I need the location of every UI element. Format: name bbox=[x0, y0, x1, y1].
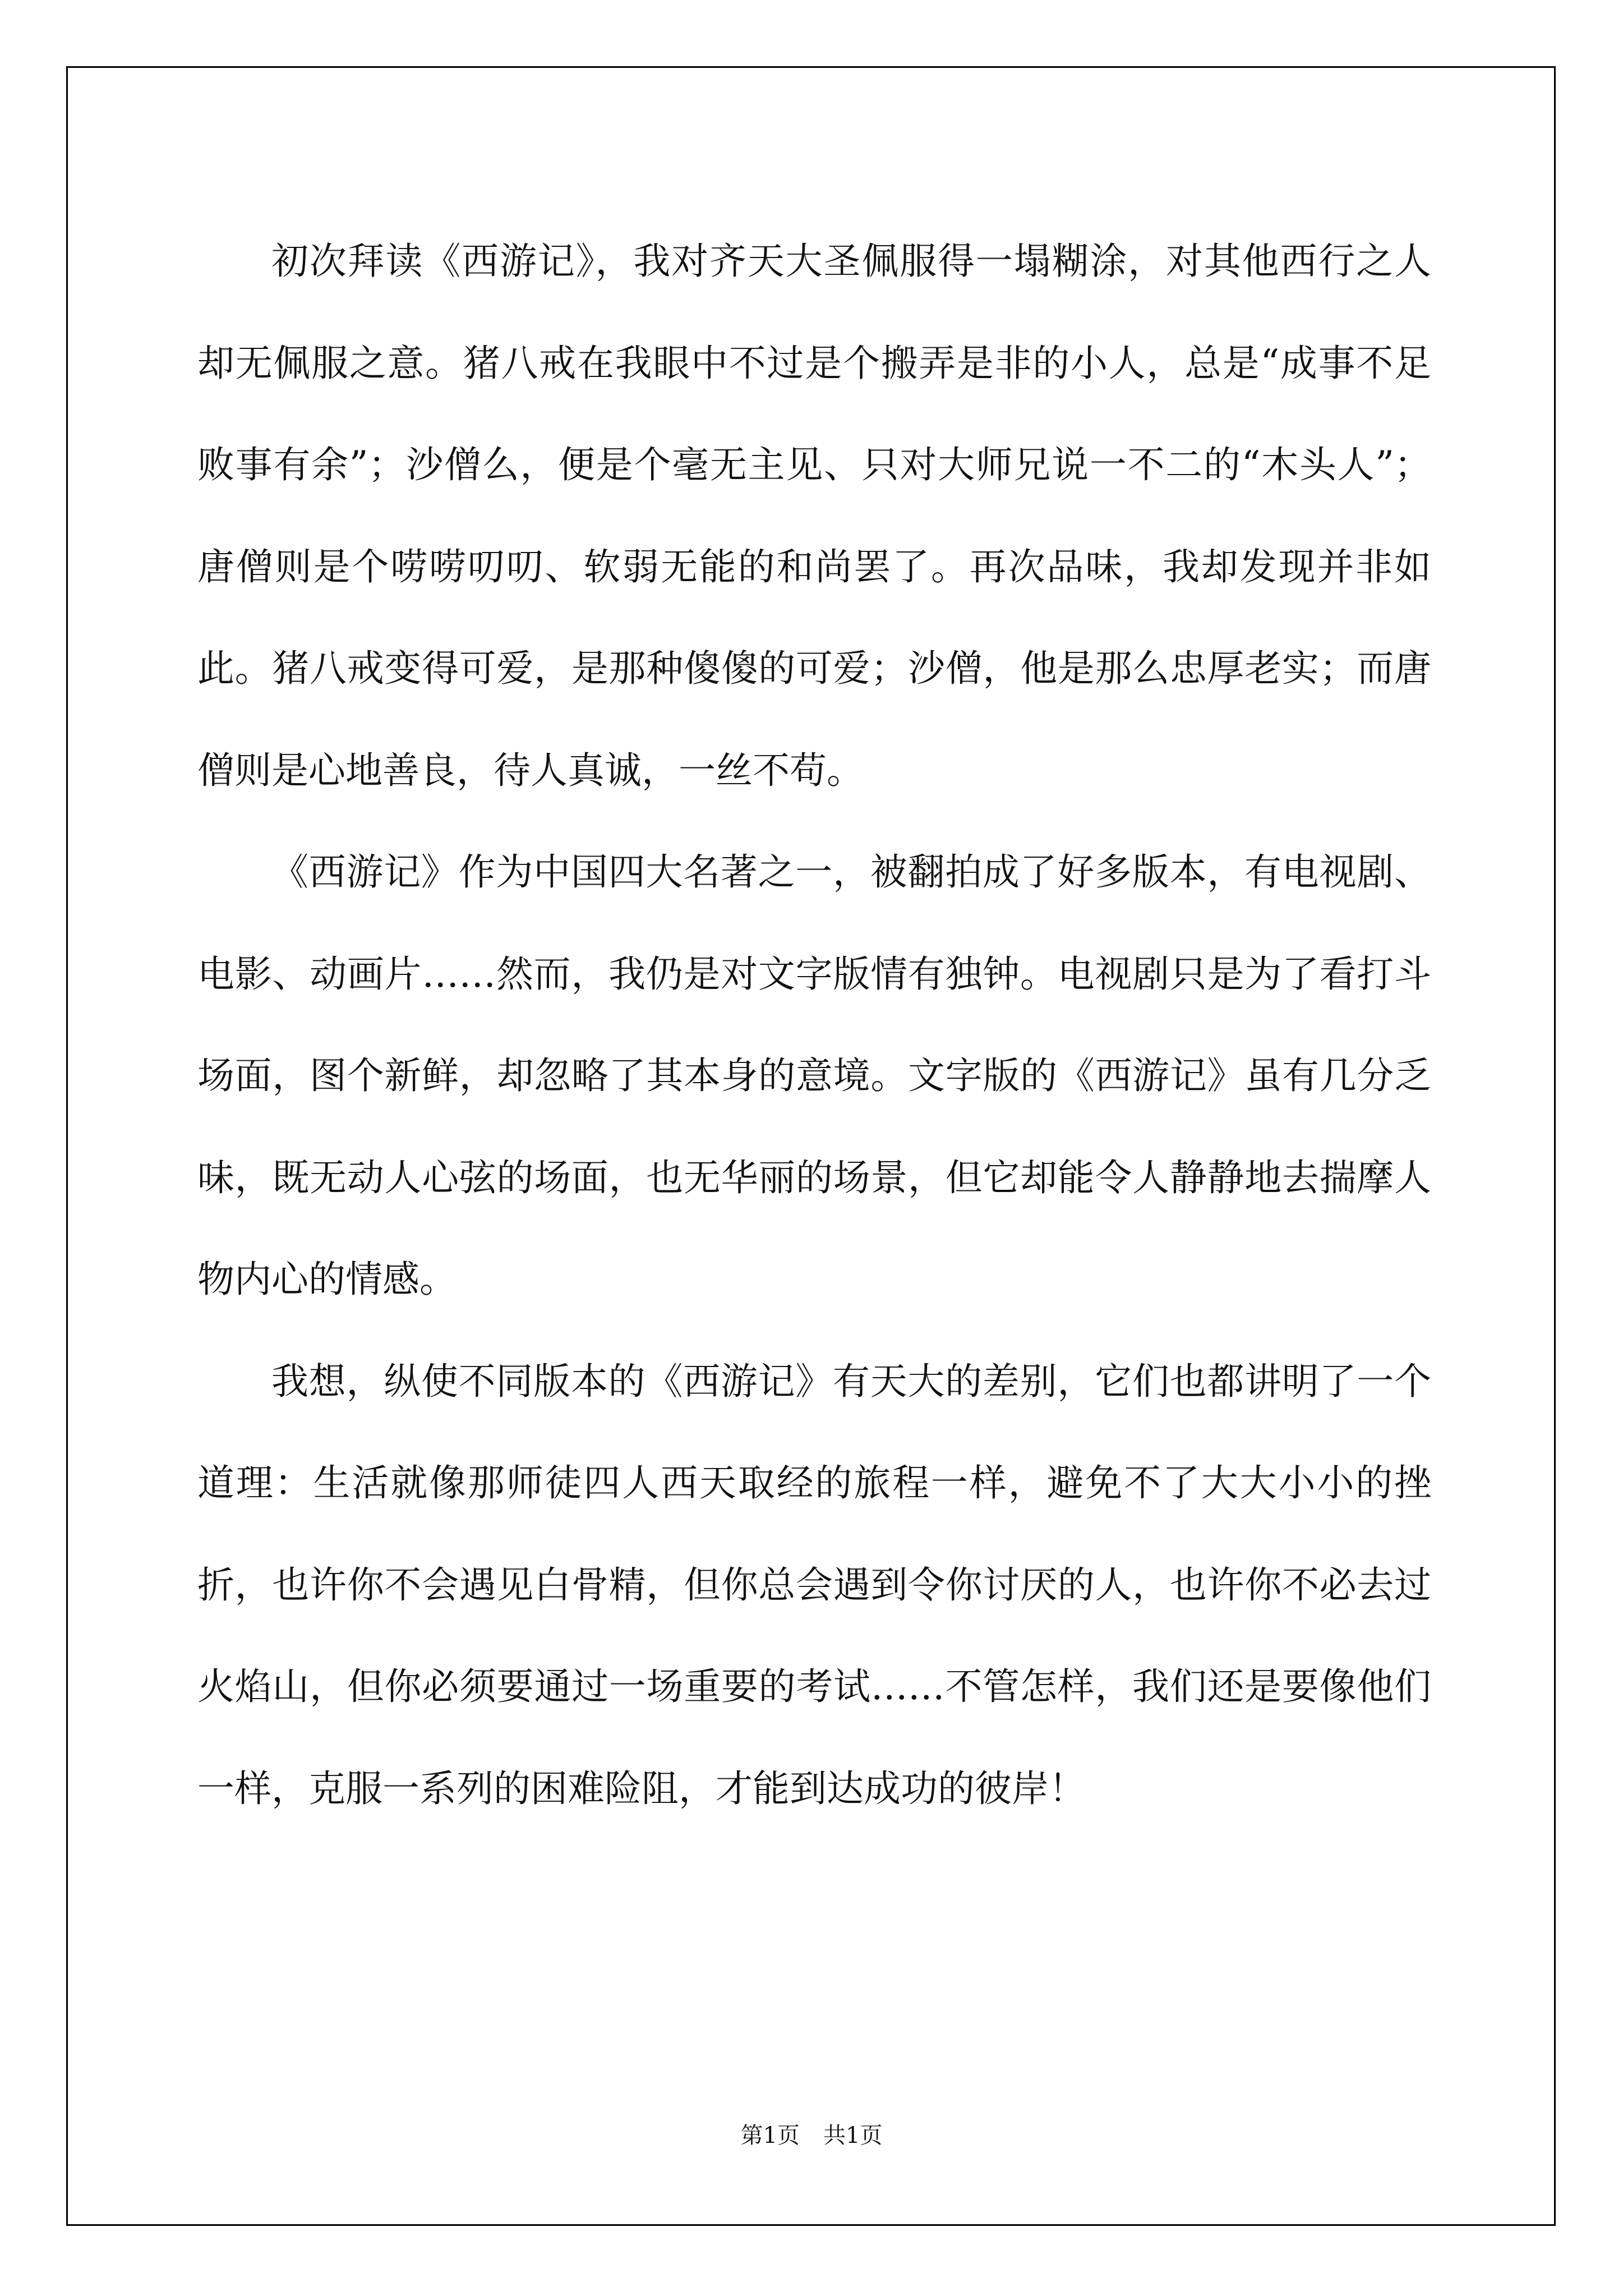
paragraph-3: 我想，纵使不同版本的《西游记》有天大的差别，它们也都讲明了一个道理：生活就像那师徒四人西天取经的旅程一样，避免不了大大小小的挫折，也许你不会遇见白骨精，但你总会遇到令你讨厌的人，也许你不必去过火焰山，但你必须要通过一场重要的考试……不管怎样，我们还是要像他们一样，克服一系列的困难险阻，才能到达成功的彼岸！ bbox=[197, 1359, 1431, 1810]
paragraph-2: 《西游记》作为中国四大名著之一，被翻拍成了好多版本，有电视剧、电影、动画片……然而，我仍是对文字版情有独钟。电视剧只是为了看打斗场面，图个新鲜，却忽略了其本身的意境。文字版的《西游记》虽有几分乏味，既无动人心弦的场面，也无华丽的场景，但它却能令人静静地去揣摩人物内心的情感。 bbox=[197, 850, 1431, 1301]
paragraph-1: 初次拜读《西游记》，我对齐天大圣佩服得一塌糊涂，对其他西行之人却无佩服之意。猪八戒在我眼中不过是个搬弄是非的小人，总是“成事不足败事有余”；沙僧么，便是个毫无主见、只对大师兄说一不二的“木头人”；唐僧则是个唠唠叨叨、软弱无能的和尚罢了。再次品味，我却发现并非如此。猪八戒变得可爱，是那种傻傻的可爱；沙僧，他是那么忠厚老实；而唐僧则是心地善良，待人真诚，一丝不苟。 bbox=[197, 240, 1431, 792]
page-number-current: 第1页 bbox=[740, 2123, 800, 2148]
page-footer bbox=[0, 2118, 1623, 2150]
document-body bbox=[197, 210, 1431, 1839]
page-number-total: 共1页 bbox=[823, 2123, 883, 2148]
